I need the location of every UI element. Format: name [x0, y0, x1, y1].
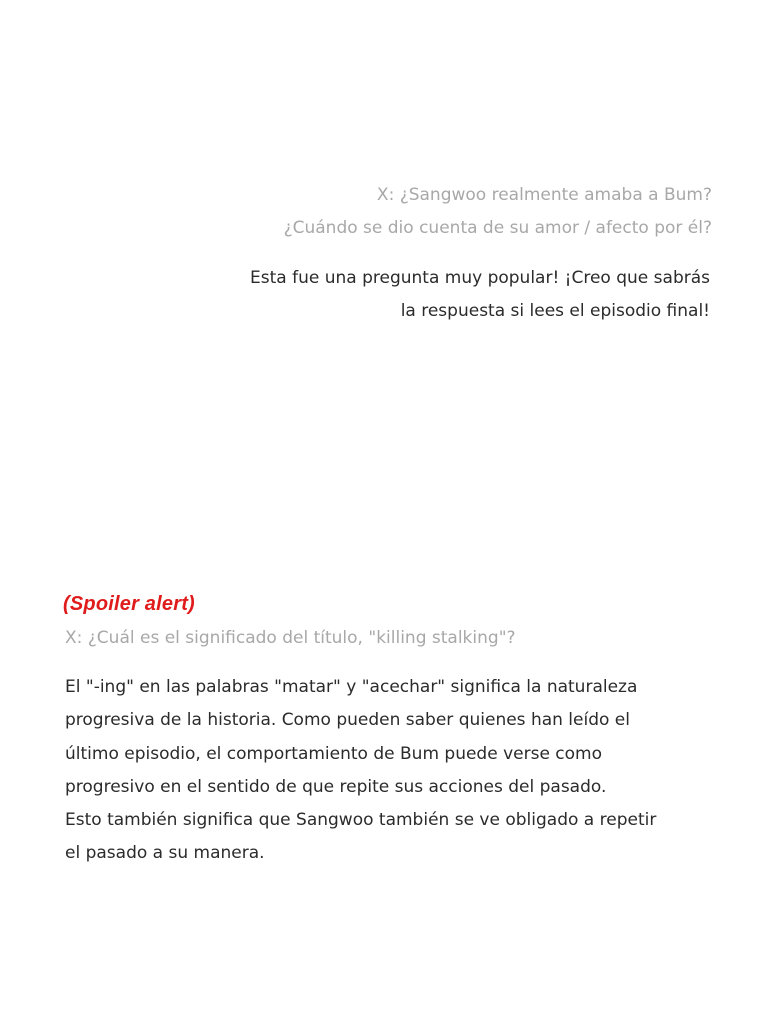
answer-2	[65, 671, 725, 871]
answer-2-line: el pasado a su manera.	[65, 843, 265, 864]
question-1-line: ¿Cuándo se dio cuenta de su amor / afecto por él?	[283, 218, 712, 238]
answer-1	[70, 262, 710, 328]
answer-1-line: la respuesta si lees el episodio final!	[400, 301, 710, 321]
spoiler-alert-label: (Spoiler alert)	[63, 593, 195, 615]
question-2: X: ¿Cuál es el significado del título, "killing stalking"?	[65, 628, 516, 648]
answer-2-line: El "-ing" en las palabras "matar" y "acechar" significa la naturaleza	[65, 677, 638, 697]
question-1	[72, 179, 712, 245]
question-1-line: X: ¿Sangwoo realmente amaba a Bum?	[376, 185, 712, 205]
answer-2-line: último episodio, el comportamiento de Bum puede verse como	[65, 743, 603, 764]
answer-1-line: Esta fue una pregunta muy popular! ¡Creo que sabrás	[250, 268, 710, 288]
answer-2-line: progresiva de la historia. Como pueden saber quienes han leído el	[65, 710, 630, 731]
answer-2-line: Esto también significa que Sangwoo también se ve obligado a repetir	[65, 810, 657, 831]
answer-2-line: progresivo en el sentido de que repite sus acciones del pasado.	[65, 776, 607, 797]
